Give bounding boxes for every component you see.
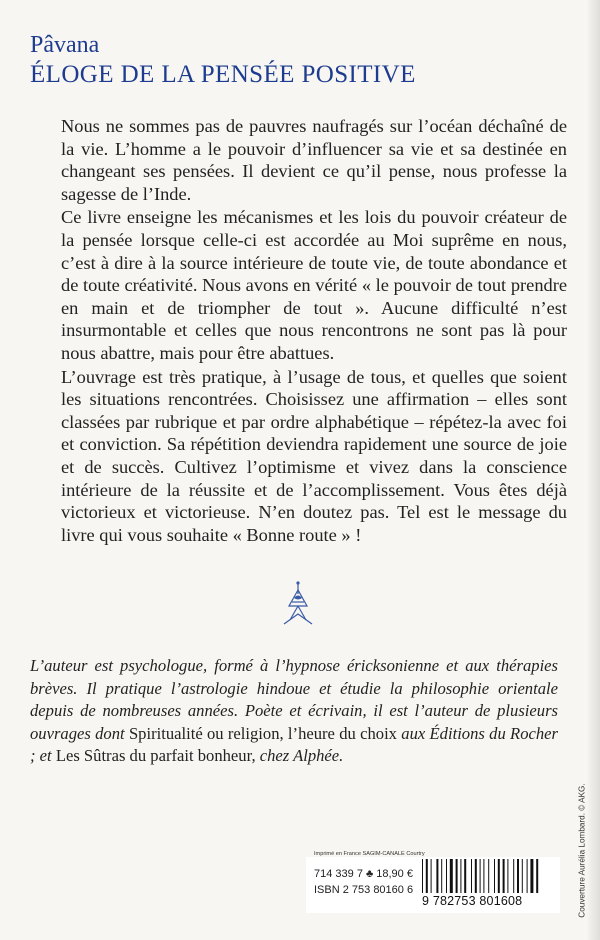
- isbn-number: ISBN 2 753 80160 6: [314, 884, 414, 896]
- blurb-paragraph-2: Ce livre enseigne les mécanismes et les lois du pouvoir créateur de la pensée lorsque celle-ci est accordée au Moi suprême en nous, c’est à dire à la source intérieure de toute vie, de toute abondance et de toute créativité. Nous avons en vérité « le pouvoir de tout prendre en main et de triompher de tout ». Aucune difficulté n’est insurmontable et celles que nous rencontrons ne sont pas là pour nous abattre, mais pour être abattues.: [61, 207, 567, 363]
- bio-text-1: L’auteur est psychologue, formé à l’hypnose éricksonienne et aux thérapies brèves. Il pratique l’astrologie hindoue et étudie la philosophie orientale depuis de nombreuses années. Poète et écrivain, il est l’auteur de plusieurs ouvrages dont: [30, 656, 558, 743]
- ean-digits: 9 782753 801608: [422, 894, 523, 908]
- book-title: ÉLOGE DE LA PENSÉE POSITIVE: [30, 61, 416, 88]
- publisher-logo-icon: [276, 580, 320, 630]
- bio-text-2: aux Éditions du Rocher ; et: [30, 723, 558, 766]
- ean-barcode-icon: [420, 859, 556, 896]
- back-cover-blurb: [61, 115, 567, 546]
- printer-imprint: Imprimé en France SAGIM-CANALE Courtry: [314, 851, 425, 857]
- bio-book-title-1: Spiritualité ou religion, l’heure du choix: [128, 723, 397, 743]
- blurb-paragraph-1: Nous ne sommes pas de pauvres naufragés sur l’océan déchaîné de la vie. L’homme a le pouvoir d’influencer sa vie et sa destinée en changeant ses pensées. Il devient ce qu’il pense, nous professe la sagesse de l’Inde.: [61, 116, 567, 204]
- blurb-paragraph-3: L’ouvrage est très pratique, à l’usage de tous, et quelles que soient les situations rencontrées. Choisissez une affirmation – elles sont classées par rubrique et par ordre alphabétique – répétez-la avec foi et conviction. Sa répétition deviendra rapidement une source de joie et de succès. Cultivez l’optimisme et vivez dans la conscience intérieure de la réussite et de l’accomplissement. Vous êtes déjà victorieux et victorieuse. N’en doutez pas. Tel est le message du livre qui vous souhaite « Bonne route » !: [61, 366, 567, 545]
- cover-credit-text: Couverture Aurélia Lombard. © AKG.: [577, 782, 587, 918]
- product-code-price: 714 339 7 ♣ 18,90 €: [314, 868, 413, 880]
- cover-credit: [572, 782, 592, 918]
- author-bio: [30, 655, 558, 768]
- author-name: Pâvana: [30, 32, 100, 58]
- bio-book-title-2: Les Sûtras du parfait bonheur,: [55, 746, 256, 766]
- bio-text-3: chez Alphée.: [255, 746, 344, 766]
